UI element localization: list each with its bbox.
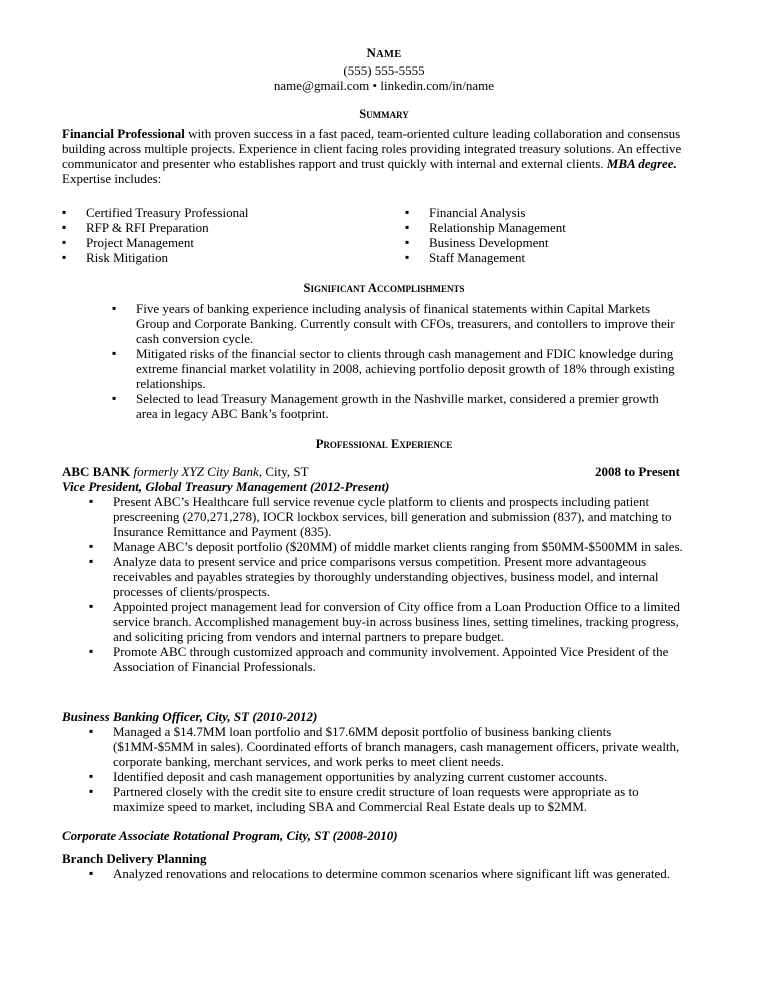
list-item: ▪ Relationship Management: [405, 220, 705, 235]
employment-dates: 2008 to Present: [595, 464, 680, 479]
employer-name: ABC BANK: [62, 464, 131, 479]
role-title-bbo: Business Banking Officer, City, ST (2010-2012): [62, 709, 318, 724]
candidate-name: NAME: [366, 45, 402, 60]
role-bbo-list: [89, 724, 689, 814]
role-vp-list: [89, 494, 689, 674]
employer-line: ABC BANK formerly XYZ City Bank, City, ST 2008 to Present: [62, 464, 680, 479]
phone: (555) 555-5555: [343, 63, 425, 78]
list-item: ▪ Risk Mitigation: [62, 250, 392, 265]
email-link[interactable]: name@gmail.com: [273, 78, 370, 93]
list-item: ▪ Staff Management: [405, 250, 705, 265]
skills-left-list: [62, 205, 392, 265]
subrole-list: [89, 866, 729, 881]
list-item: ▪ Mitigated risks of the financial sector to clients through cash management and FDIC knowledge during extreme financial market volatility in 2008, achieving portfolio deposit growth of 18% through existing relationships.: [112, 346, 682, 391]
list-item: ▪ Project Management: [62, 235, 392, 250]
summary-paragraph: Financial Professional with proven success in a fast paced, team-oriented culture leading collaboration and consensus building across multiple projects. Experience in client facing roles providing integrated treasury solutions. An effective communicator and presenter who establishes rapport and trust quickly with internal and external clients. MBA degree. Expertise includes:: [62, 126, 682, 186]
subrole-title: Branch Delivery Planning: [62, 851, 207, 866]
list-item: ▪ Business Development: [405, 235, 705, 250]
separator: •: [372, 78, 378, 93]
employer-formerly: formerly XYZ City Bank: [133, 464, 259, 479]
accomplishments-list: [112, 301, 682, 421]
list-item: ▪ Analyze data to present service and price comparisons versus competition. Present more advantageous receivables and payables strategies by thoroughly understanding objectives, business model, and internal processes of clients/prospects.: [89, 554, 689, 599]
mba-degree: MBA degree.: [606, 156, 677, 171]
list-item: ▪ Analyzed renovations and relocations to determine common scenarios where significant lift was generated.: [89, 866, 729, 881]
linkedin-link[interactable]: linkedin.com/in/name: [380, 78, 495, 93]
list-item: ▪ Identified deposit and cash management opportunities by analyzing current customer accounts.: [89, 769, 689, 784]
skills-right-list: [405, 205, 705, 265]
summary-lead: Financial Professional: [62, 126, 185, 141]
list-item: ▪ Certified Treasury Professional: [62, 205, 392, 220]
list-item: ▪ Selected to lead Treasury Management growth in the Nashville market, considered a premier growth area in legacy ABC Bank’s footprint.: [112, 391, 682, 421]
list-item: ▪ Appointed project management lead for conversion of City office from a Loan Production Office to a limited service branch. Accomplished management buy-in across business lines, setting timelines, tracking progress, and soliciting pricing from vendors and internal partners to prepare budget.: [89, 599, 689, 644]
role-title-vp: Vice President, Global Treasury Management (2012-Present): [62, 479, 390, 494]
list-item: ▪ Partnered closely with the credit site to ensure credit structure of loan requests were appropriate as to maximize speed to market, including SBA and Commercial Real Estate deals up to $2MM.: [89, 784, 689, 814]
experience-heading: Professional Experience: [315, 437, 453, 451]
accomplishments-heading: Significant Accomplishments: [303, 281, 465, 295]
contact-line: [0, 78, 768, 93]
summary-heading: Summary: [359, 107, 409, 121]
list-item: ▪ Financial Analysis: [405, 205, 705, 220]
role-title-rotational: Corporate Associate Rotational Program, City, ST (2008-2010): [62, 828, 398, 843]
list-item: ▪ RFP & RFI Preparation: [62, 220, 392, 235]
list-item: ▪ Managed a $14.7MM loan portfolio and $17.6MM deposit portfolio of business banking clients ($1MM-$5MM in sales). Coordinated efforts of branch managers, cash management officers, private wealth, corporate banking, merchant services, and work perks to meet client needs.: [89, 724, 689, 769]
list-item: ▪ Five years of banking experience including analysis of finanical statements within Capital Markets Group and Corporate Banking. Currently consult with CFOs, treasurers, and contollers to improve their cash conversion cycle.: [112, 301, 682, 346]
list-item: ▪ Promote ABC through customized approach and community involvement. Appointed Vice President of the Association of Financial Professionals.: [89, 644, 689, 674]
list-item: ▪ Manage ABC’s deposit portfolio ($20MM) of middle market clients ranging from $50MM-$500MM in sales.: [89, 539, 689, 554]
list-item: ▪ Present ABC’s Healthcare full service revenue cycle platform to clients and prospects including patient prescreening (270,271,278), IOCR lockbox services, bill generation and submission (837), and matching to Insurance Remittance and Payment (835).: [89, 494, 689, 539]
